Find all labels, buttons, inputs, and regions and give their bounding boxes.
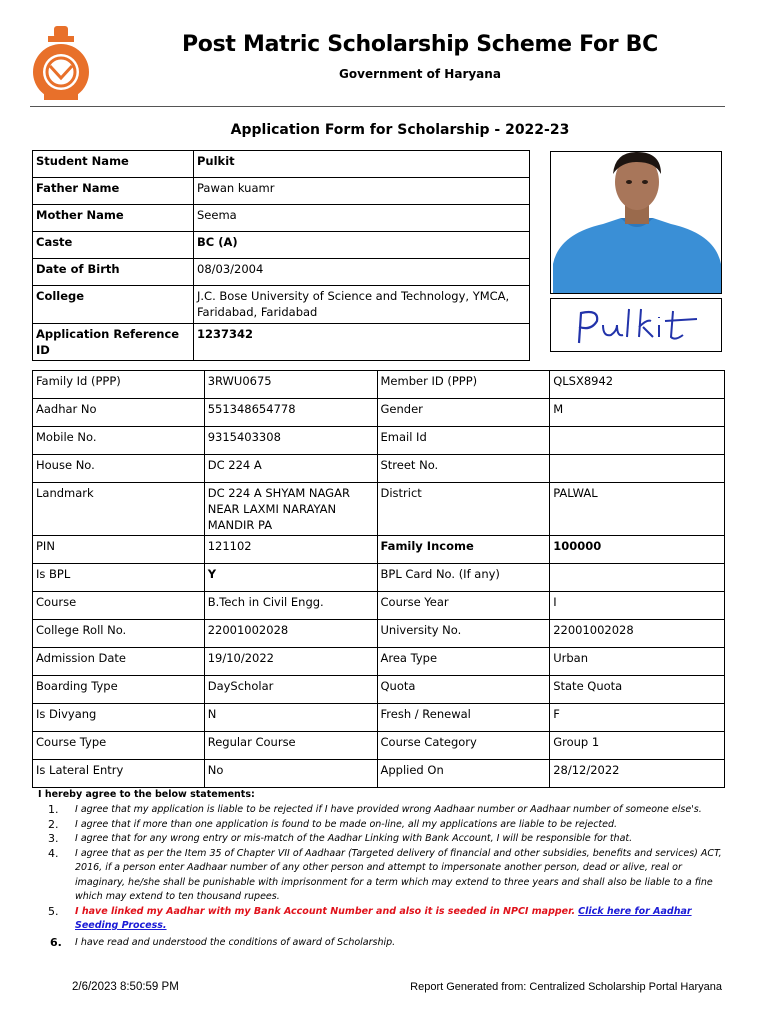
item-number: 5. — [48, 904, 59, 918]
field-label: Family Income — [377, 536, 550, 564]
item-number: 2. — [48, 817, 59, 831]
field-value: 1237342 — [194, 324, 530, 361]
item-text: I agree that my application is liable to be rejected if I have provided wrong Aadhaar number or Aadhaar number of someone else's. — [75, 804, 702, 815]
table-row — [33, 399, 725, 427]
field-value: DC 224 A — [204, 455, 377, 483]
table-row — [33, 648, 725, 676]
table-row — [33, 676, 725, 704]
field-value: QLSX8942 — [550, 371, 725, 399]
field-value: 100000 — [550, 536, 725, 564]
table-row — [33, 564, 725, 592]
table-row — [33, 205, 530, 232]
item-text: I agree that as per the Item 35 of Chapter VII of Aadhaar (Targeted delivery of financial and other subsidies, benefits and services) ACT, 2016, if a person enter Aadhaar number of any other person and attempt to impersonate another person, dead or alive, real or imaginary, he/she shall be punishable with imprisonment for a term which may extend to three years and shall also be liable to a fine which may extend to ten thousand rupees. — [75, 847, 722, 902]
table-row — [33, 286, 530, 324]
item-text: I agree that if more than one application is found to be made on-line, all my applications are liable to be rejected. — [75, 818, 618, 830]
table-row — [33, 232, 530, 259]
field-value: DC 224 A SHYAM NAGAR NEAR LAXMI NARAYAN MANDIR PA — [204, 483, 377, 536]
field-value: 08/03/2004 — [194, 259, 530, 286]
field-label: Boarding Type — [33, 676, 205, 704]
form-title: Application Form for Scholarship - 2022-23 — [230, 122, 570, 138]
table-row — [33, 732, 725, 760]
field-value: M — [550, 399, 725, 427]
table-row — [33, 151, 530, 178]
aadhar-linked-warning: I have linked my Aadhar with my Bank Account Number and also it is seeded in NPCI mapper. — [75, 905, 576, 917]
field-value: 551348654778 — [204, 399, 377, 427]
field-value: 22001002028 — [204, 620, 377, 648]
table-row — [33, 427, 725, 455]
field-value: Seema — [194, 205, 530, 232]
field-value: 121102 — [204, 536, 377, 564]
item-number: 3. — [48, 832, 59, 845]
table-row — [33, 760, 725, 788]
field-label: Family Id (PPP) — [33, 371, 205, 399]
agreement-list — [38, 803, 728, 950]
field-label: Mother Name — [33, 205, 194, 232]
table-row — [33, 455, 725, 483]
field-value: B.Tech in Civil Engg. — [204, 592, 377, 620]
field-label: Application Reference ID — [33, 324, 194, 361]
list-item — [38, 936, 728, 951]
haryana-emblem-icon — [30, 26, 92, 102]
field-label: District — [377, 483, 550, 536]
list-item — [38, 847, 728, 905]
field-label: BPL Card No. (If any) — [377, 564, 550, 592]
field-value: PALWAL — [550, 483, 725, 536]
page-title: Post Matric Scholarship Scheme For BC — [181, 32, 658, 57]
field-label: Landmark — [33, 483, 205, 536]
list-item — [38, 832, 728, 847]
field-value: Urban — [550, 648, 725, 676]
field-label: Course — [33, 592, 205, 620]
item-number: 1. — [48, 803, 59, 816]
field-value: 9315403308 — [204, 427, 377, 455]
field-value: 22001002028 — [550, 620, 725, 648]
aadhar-seeding-link[interactable]: Click here for Aadhar Seeding Process. — [75, 905, 692, 931]
field-label: Caste — [33, 232, 194, 259]
table-row — [33, 592, 725, 620]
field-value — [550, 564, 725, 592]
table-row — [33, 483, 725, 536]
field-label: Applied On — [377, 760, 550, 788]
agreement-heading: I hereby agree to the below statements: — [38, 789, 255, 800]
field-label: University No. — [377, 620, 550, 648]
report-source: Report Generated from: Centralized Scholarship Portal Haryana — [410, 981, 722, 993]
field-value: 28/12/2022 — [550, 760, 725, 788]
signature-image — [551, 299, 723, 353]
field-value: J.C. Bose University of Science and Technology, YMCA, Faridabad, Faridabad — [194, 286, 530, 324]
field-value: 19/10/2022 — [204, 648, 377, 676]
field-value: DayScholar — [204, 676, 377, 704]
field-value: No — [204, 760, 377, 788]
student-photo — [550, 151, 722, 294]
table-row — [33, 704, 725, 732]
page-subtitle: Government of Haryana — [339, 67, 501, 81]
field-label: Course Type — [33, 732, 205, 760]
field-label: Admission Date — [33, 648, 205, 676]
table-row — [33, 178, 530, 205]
table-row — [33, 324, 530, 361]
field-value: I — [550, 592, 725, 620]
field-value — [550, 427, 725, 455]
field-value: Regular Course — [204, 732, 377, 760]
field-label: Quota — [377, 676, 550, 704]
item-text: I have read and understood the conditions of award of Scholarship. — [75, 936, 396, 948]
list-item — [38, 803, 728, 818]
header-divider — [30, 106, 725, 107]
field-label: Student Name — [33, 151, 194, 178]
table-row — [33, 259, 530, 286]
report-timestamp: 2/6/2023 8:50:59 PM — [72, 981, 179, 993]
student-info-table — [32, 150, 530, 361]
field-label: Course Category — [377, 732, 550, 760]
field-label: Member ID (PPP) — [377, 371, 550, 399]
item-number: 4. — [48, 846, 59, 860]
field-label: Is BPL — [33, 564, 205, 592]
field-label: Date of Birth — [33, 259, 194, 286]
field-label: Course Year — [377, 592, 550, 620]
field-label: Fresh / Renewal — [377, 704, 550, 732]
application-details-table — [32, 370, 725, 788]
field-value: 3RWU0675 — [204, 371, 377, 399]
table-row — [33, 371, 725, 399]
field-label: Father Name — [33, 178, 194, 205]
field-label: Aadhar No — [33, 399, 205, 427]
field-label: PIN — [33, 536, 205, 564]
field-label: College Roll No. — [33, 620, 205, 648]
table-row — [33, 620, 725, 648]
field-value: BC (A) — [194, 232, 530, 259]
list-item — [38, 905, 728, 934]
field-label: Email Id — [377, 427, 550, 455]
field-label: College — [33, 286, 194, 324]
table-row — [33, 536, 725, 564]
field-label: Is Lateral Entry — [33, 760, 205, 788]
field-label: Area Type — [377, 648, 550, 676]
list-item — [38, 818, 728, 833]
item-text: I agree that for any wrong entry or mis-match of the Aadhar Linking with Bank Account, I will be responsible for that. — [75, 833, 633, 844]
item-number: 6. — [50, 935, 62, 949]
field-value: F — [550, 704, 725, 732]
signature-box — [550, 298, 722, 352]
field-value: Y — [204, 564, 377, 592]
field-value: Group 1 — [550, 732, 725, 760]
field-label: Mobile No. — [33, 427, 205, 455]
field-label: Is Divyang — [33, 704, 205, 732]
field-label: Street No. — [377, 455, 550, 483]
field-value: State Quota — [550, 676, 725, 704]
field-value — [550, 455, 725, 483]
field-value: Pulkit — [194, 151, 530, 178]
field-value: N — [204, 704, 377, 732]
field-value: Pawan kuamr — [194, 178, 530, 205]
field-label: Gender — [377, 399, 550, 427]
field-label: House No. — [33, 455, 205, 483]
